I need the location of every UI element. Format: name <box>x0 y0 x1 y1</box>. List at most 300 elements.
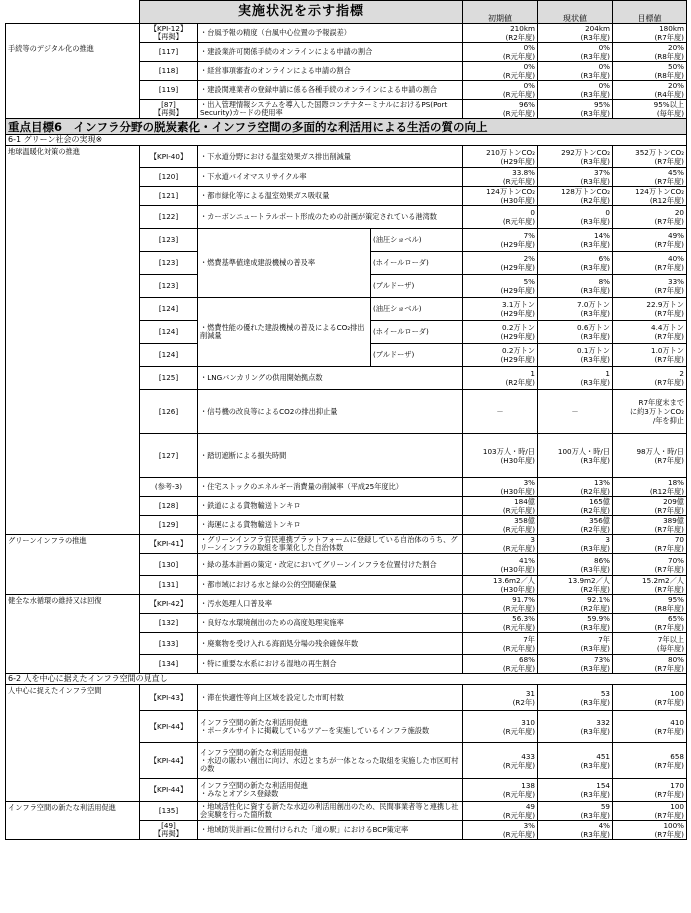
initial-value-line: (H29年度) <box>500 332 535 341</box>
kpi-row <box>6 62 687 81</box>
initial-value <box>463 711 538 743</box>
current-value-line: (R3年度) <box>580 309 610 318</box>
initial-value-line: (H29年度) <box>500 156 535 166</box>
current-value-line: (R3年度) <box>580 564 610 574</box>
initial-value-line: 7年 <box>523 634 535 644</box>
current-value-line: 154 <box>596 781 610 790</box>
initial-value-line: (H30年度) <box>500 455 535 465</box>
target-value-line: 389億 <box>663 516 684 525</box>
initial-value <box>463 187 538 206</box>
target-value-line: (R7年度) <box>654 544 684 553</box>
current-value <box>538 821 613 840</box>
kpi-number-text: [132] <box>158 618 179 627</box>
kpi-number <box>140 100 198 119</box>
target-value-line: (R7年度) <box>654 664 684 673</box>
initial-value-line: (R元年度) <box>502 52 535 61</box>
initial-value-line: 91.7% <box>512 595 535 604</box>
indicator-text: ・都市域における水と緑の公的空間確保量 <box>198 576 463 595</box>
initial-value-line: 5% <box>523 277 535 286</box>
current-value-line: (R3年度) <box>580 286 610 295</box>
current-value-line: 128万トンCO₂ <box>561 187 610 196</box>
target-value-line: 95% <box>668 595 684 604</box>
current-value <box>538 685 613 711</box>
initial-value-line: (R元年度) <box>502 830 535 839</box>
initial-value <box>463 367 538 390</box>
target-value <box>613 614 687 633</box>
initial-value-line: 0% <box>523 43 535 52</box>
kpi-number-text: [135] <box>158 806 179 815</box>
target-value-line: 98万人・時/日 <box>636 446 684 456</box>
initial-value-line: 31 <box>525 688 535 698</box>
initial-value-line: (R元年度) <box>502 643 535 653</box>
current-value-line: (R3年度) <box>580 217 610 226</box>
initial-value <box>463 554 538 576</box>
kpi-number <box>140 516 198 535</box>
policy-group <box>6 100 140 119</box>
kpi-number <box>140 614 198 633</box>
current-value-line: (R3年度) <box>580 263 610 272</box>
kpi-number <box>140 390 198 434</box>
current-value-line: (R3年度) <box>580 332 610 341</box>
current-value-line: (R3年度) <box>580 455 610 465</box>
current-value-line: 0 <box>605 208 610 217</box>
target-value-line: (R7年度) <box>654 506 684 515</box>
initial-value-line: 358億 <box>514 516 535 525</box>
kpi-number-text: [121] <box>158 191 179 200</box>
target-value-line: (R7年度) <box>654 263 684 272</box>
current-value-line: 165億 <box>589 497 610 506</box>
initial-value-line: (R元年度) <box>502 790 535 799</box>
initial-value-line: 3% <box>523 478 535 487</box>
current-value <box>538 229 613 252</box>
current-value-line: 6% <box>598 254 610 263</box>
initial-value-line: (R元年度) <box>502 604 535 613</box>
target-value-line: 15.2m2／人 <box>642 576 684 585</box>
initial-value-line: 0 <box>530 208 535 217</box>
initial-value-line: 1 <box>530 369 535 378</box>
current-value-line: (R3年度) <box>580 811 610 820</box>
target-value <box>613 743 687 779</box>
initial-value <box>463 655 538 674</box>
kpi-row <box>6 100 687 119</box>
target-value-line: (R8年度) <box>654 604 684 613</box>
current-value-line: 204km <box>585 24 610 33</box>
target-value-line: 22.9万トン <box>646 300 684 309</box>
current-value-line: 53 <box>600 688 610 698</box>
kpi-number-text: 【KPI-43】 <box>149 692 188 702</box>
target-value-line: (R7年度) <box>654 564 684 574</box>
target-value-line: 352万トンCO₂ <box>635 147 684 157</box>
target-value-line: R7年度末まで <box>638 398 684 407</box>
kpi-number-text: 【KPI-44】 <box>149 721 188 731</box>
initial-value-line: 433 <box>521 751 535 761</box>
initial-value: － <box>463 390 538 434</box>
kpi-number-text: [124] <box>158 327 179 336</box>
indicator-text: ・燃費基準値達成建設機械の普及率 <box>198 229 371 298</box>
indicator-text: ・緑の基本計画の策定・改定においてグリーンインフラを位置付けた割合 <box>198 554 463 576</box>
target-value <box>613 344 687 367</box>
initial-value-line: 3 <box>530 535 535 544</box>
kpi-number <box>140 344 198 367</box>
target-value <box>613 43 687 62</box>
target-value-line: (R4年度) <box>654 90 684 99</box>
initial-value <box>463 146 538 168</box>
kpi-table <box>5 0 687 840</box>
initial-value <box>463 576 538 595</box>
kpi-number-text: [129] <box>158 520 179 529</box>
current-value-line: 0% <box>598 81 610 90</box>
kpi-number <box>140 81 198 100</box>
current-value-line: (R3年度) <box>580 623 610 632</box>
target-value <box>613 187 687 206</box>
current-value-line: 86% <box>594 555 610 565</box>
current-value <box>538 711 613 743</box>
kpi-number <box>140 802 198 821</box>
initial-value-line: 3% <box>523 821 535 830</box>
indicator-text: インフラ空間の新たな利活用促進 ・水辺の賑わい創出に向け、水辺とまちが一体となった取組を実施した市区町村の数 <box>198 743 463 779</box>
target-value-line: (R7年度) <box>654 790 684 799</box>
kpi-number-text: [49] <box>161 821 176 830</box>
kpi-number <box>140 229 198 252</box>
current-value-line: 100万人・時/日 <box>557 446 610 456</box>
current-value <box>538 516 613 535</box>
current-value-line: 356億 <box>589 516 610 525</box>
indicator-text: ・踏切遮断による損失時間 <box>198 434 463 478</box>
target-value <box>613 100 687 119</box>
current-value-line: (R2年度) <box>580 585 610 594</box>
current-value-line: 14% <box>594 231 610 240</box>
indicator-text: ・カーボンニュートラルポート形成のための計画が策定されている港湾数 <box>198 206 463 229</box>
current-value <box>538 802 613 821</box>
current-value-line: 92.1% <box>587 595 610 604</box>
initial-value-line: (H29年度) <box>500 240 535 249</box>
target-value-line: 49% <box>668 231 684 240</box>
initial-value <box>463 298 538 321</box>
initial-value-line: 210km <box>510 24 535 33</box>
target-value-line: (R7年度) <box>654 355 684 364</box>
target-value-line: (R7年度) <box>654 811 684 820</box>
current-value <box>538 779 613 802</box>
current-value-line: 0% <box>598 62 610 71</box>
target-value-line: 95%以上 <box>653 100 684 109</box>
kpi-number-text: 【KPI-40】 <box>149 151 188 161</box>
target-value-line: 2 <box>679 369 684 378</box>
initial-value <box>463 535 538 554</box>
current-value <box>538 62 613 81</box>
initial-value-line: (R2年) <box>512 697 535 707</box>
initial-value-line: (R元年度) <box>502 664 535 673</box>
current-value-line: (R3年度) <box>580 177 610 186</box>
kpi-number-text: 【KPI-12】 <box>149 24 188 33</box>
initial-value-line: 68% <box>519 655 535 664</box>
target-value-line: 40% <box>668 254 684 263</box>
kpi-number <box>140 478 198 497</box>
kpi-number-text: [124] <box>158 350 179 359</box>
current-value <box>538 298 613 321</box>
indicator-text: ・燃費性能の優れた建設機械の普及によるCO₂排出削減量 <box>198 298 371 367</box>
target-value <box>613 24 687 43</box>
kpi-row <box>6 802 687 821</box>
kpi-row <box>6 24 687 43</box>
target-value <box>613 633 687 655</box>
current-value-line: (R3年度) <box>580 240 610 249</box>
target-value-line: (R7年度) <box>654 156 684 166</box>
indicator-text: ・地域活性化に資する新たな水辺の利活用創出のため、民間事業者等と連携し社会実験を行った箇所数 <box>198 802 463 821</box>
kpi-repost-tag: 【再掲】 <box>154 32 183 41</box>
target-value <box>613 168 687 187</box>
kpi-number-text: [123] <box>158 258 179 267</box>
indicator-text: インフラ空間の新たな利活用促進 ・みなとオアシス登録数 <box>198 779 463 802</box>
kpi-number <box>140 321 198 344</box>
kpi-number-text: 【KPI-44】 <box>149 755 188 765</box>
initial-value-line: 3.1万トン <box>502 300 535 309</box>
current-value <box>538 367 613 390</box>
current-value-line: 13.9m2／人 <box>568 576 610 585</box>
current-value-line: 37% <box>594 168 610 177</box>
initial-value-line: (R元年度) <box>502 71 535 80</box>
target-value <box>613 595 687 614</box>
target-value <box>613 685 687 711</box>
kpi-number-text: [131] <box>158 580 179 589</box>
initial-value <box>463 252 538 275</box>
initial-value <box>463 685 538 711</box>
machine-type: (ブルドーザ) <box>371 275 463 298</box>
initial-value-line: 96% <box>519 100 535 109</box>
current-value-line: 8% <box>598 277 610 286</box>
policy-group <box>6 24 140 43</box>
current-value-line: (R3年度) <box>580 355 610 364</box>
initial-value <box>463 43 538 62</box>
initial-value-line: 13.6m2／人 <box>493 576 535 585</box>
current-value-line: (R3年度) <box>580 643 610 653</box>
current-value-line: 332 <box>596 717 610 727</box>
current-value <box>538 595 613 614</box>
indicator-text: ・海運による貨物輸送トンキロ <box>198 516 463 535</box>
kpi-repost-tag: 【再掲】 <box>154 108 183 117</box>
current-value-line: (R2年度) <box>580 487 610 496</box>
target-value <box>613 367 687 390</box>
target-value-line: 100% <box>663 821 684 830</box>
machine-type: (油圧ショベル) <box>371 298 463 321</box>
target-value-line: 4.4万トン <box>651 323 684 332</box>
initial-value <box>463 229 538 252</box>
initial-value-line: 41% <box>519 555 535 565</box>
kpi-number <box>140 685 198 711</box>
kpi-number-text: [117] <box>158 47 179 56</box>
kpi-row <box>6 535 687 554</box>
target-value-line: 20 <box>674 208 684 217</box>
indicator-text: ・都市緑化等による温室効果ガス吸収量 <box>198 187 463 206</box>
current-value <box>538 655 613 674</box>
target-value-line: (R7年度) <box>654 332 684 341</box>
target-value <box>613 252 687 275</box>
kpi-number <box>140 298 198 321</box>
kpi-number <box>140 62 198 81</box>
section-6-2-row <box>6 674 687 685</box>
target-value-line: 1.0万トン <box>651 346 684 355</box>
initial-value-line: (H30年度) <box>500 196 535 205</box>
current-value <box>538 554 613 576</box>
current-value <box>538 146 613 168</box>
kpi-row <box>6 595 687 614</box>
target-value-line: (R7年度) <box>654 585 684 594</box>
current-value <box>538 187 613 206</box>
policy-group: 健全な水循環の維持又は回復 <box>6 595 140 674</box>
kpi-number-text: [120] <box>158 172 179 181</box>
current-value: － <box>538 390 613 434</box>
initial-value <box>463 62 538 81</box>
goal-6-row <box>6 119 687 135</box>
current-value-line: (R3年度) <box>580 156 610 166</box>
kpi-number <box>140 554 198 576</box>
current-value-line: (R3年度) <box>580 71 610 80</box>
header-target: 目標値 <box>613 1 687 24</box>
kpi-number-text: [126] <box>158 406 179 416</box>
current-value-line: 7年 <box>598 634 610 644</box>
section-6-1-title: 6-1 グリーン社会の実現※ <box>6 135 687 146</box>
target-value <box>613 516 687 535</box>
target-value-line: /年を抑止 <box>652 416 684 425</box>
target-value-line: 33% <box>668 277 684 286</box>
target-value <box>613 497 687 516</box>
current-value-line: 7.0万トン <box>577 300 610 309</box>
kpi-row <box>6 43 687 62</box>
policy-group: 人中心に捉えたインフラ空間 <box>6 685 140 802</box>
initial-value <box>463 100 538 119</box>
current-value-line: (R3年度) <box>580 726 610 736</box>
initial-value-line: (R元年度) <box>502 726 535 736</box>
initial-value-line: (H29年度) <box>500 263 535 272</box>
current-value-line: 1 <box>605 369 610 378</box>
kpi-number <box>140 252 198 275</box>
current-value-line: 95% <box>594 100 610 109</box>
current-value-line: (R3年度) <box>580 33 610 42</box>
current-value-line: 59 <box>600 802 610 811</box>
section-6-2-title: 6-2 人を中心に据えたインフラ空間の見直し <box>6 674 687 685</box>
machine-type: (ブルドーザ) <box>371 344 463 367</box>
kpi-number-text: [123] <box>158 235 179 244</box>
policy-group <box>6 81 140 100</box>
kpi-number-text: [134] <box>158 659 179 668</box>
kpi-number <box>140 595 198 614</box>
target-value-line: (R7年度) <box>654 286 684 295</box>
initial-value-line: (R元年度) <box>502 544 535 553</box>
target-value-line: (R7年度) <box>654 177 684 186</box>
kpi-number <box>140 275 198 298</box>
current-value-line: (R2年度) <box>580 506 610 515</box>
kpi-number-text: 【KPI-41】 <box>149 539 188 548</box>
target-value-line: (R7年度) <box>654 217 684 226</box>
kpi-number-text: [123] <box>158 281 179 290</box>
target-value-line: (R7年度) <box>654 240 684 249</box>
current-value-line: (R3年度) <box>580 109 610 118</box>
indicator-text: ・経営事項審査のオンラインによる申請の割合 <box>198 62 463 81</box>
initial-value-line: (H30年度) <box>500 564 535 574</box>
kpi-number <box>140 367 198 390</box>
kpi-number <box>140 535 198 554</box>
current-value <box>538 478 613 497</box>
current-value-line: 292万トンCO₂ <box>561 147 610 157</box>
indicator-text: ・下水道バイオマスリサイクル率 <box>198 168 463 187</box>
target-value <box>613 655 687 674</box>
target-value <box>613 298 687 321</box>
target-value <box>613 275 687 298</box>
target-value <box>613 779 687 802</box>
indicator-text: ・信号機の改良等によるCO2の排出抑止量 <box>198 390 463 434</box>
kpi-number-text: [87] <box>161 100 176 109</box>
indicator-text: ・建設業許可関係手続のオンラインによる申請の割合 <box>198 43 463 62</box>
initial-value-line: (H30年度) <box>500 487 535 496</box>
current-value-line: 0.6万トン <box>577 323 610 332</box>
initial-value <box>463 168 538 187</box>
initial-value <box>463 614 538 633</box>
kpi-number-text: (参考-3) <box>154 482 183 491</box>
indicator-text: インフラ空間の新たな利活用促進 ・ポータルサイトに掲載しているツアーを実施しているインフラ施設数 <box>198 711 463 743</box>
indicator-text: ・出入管理情報システムを導入した国際コンテナターミナルにおけるPS(Port Security)カードの使用率 <box>198 100 463 119</box>
kpi-number-text: 【KPI-42】 <box>149 599 188 608</box>
target-value <box>613 390 687 434</box>
current-value <box>538 168 613 187</box>
initial-value-line: 138 <box>521 781 535 790</box>
current-value <box>538 576 613 595</box>
current-value <box>538 275 613 298</box>
target-value-line: 658 <box>670 751 684 761</box>
initial-value <box>463 344 538 367</box>
policy-group: 手続等のデジタル化の推進 <box>6 43 140 62</box>
kpi-number-text: [119] <box>158 85 179 94</box>
initial-value-line: (R元年度) <box>502 811 535 820</box>
target-value-line: 80% <box>668 655 684 664</box>
target-value <box>613 554 687 576</box>
target-value-line: 170 <box>670 781 684 790</box>
target-value-line: (R7年度) <box>654 726 684 736</box>
target-value-line: (R7年度) <box>654 309 684 318</box>
initial-value-line: 0.2万トン <box>502 346 535 355</box>
kpi-row <box>6 146 687 168</box>
kpi-number-text: [130] <box>158 559 179 569</box>
current-value-line: 0% <box>598 43 610 52</box>
header-current: 現状値 <box>538 1 613 24</box>
target-value <box>613 434 687 478</box>
current-value <box>538 43 613 62</box>
initial-value <box>463 516 538 535</box>
target-value-line: 124万トンCO₂ <box>635 187 684 196</box>
kpi-number <box>140 497 198 516</box>
current-value-line: (R3年度) <box>580 52 610 61</box>
target-value <box>613 146 687 168</box>
goal-6-title: 重点目標6 インフラ分野の脱炭素化・インフラ空間の多面的な利活用による生活の質の向上 <box>6 119 687 135</box>
initial-value-line: (R元年度) <box>502 525 535 534</box>
current-value-line: (R3年度) <box>580 664 610 673</box>
kpi-number <box>140 779 198 802</box>
kpi-number <box>140 743 198 779</box>
current-value-line: (R3年度) <box>580 697 610 707</box>
machine-type: (ホイールローダ) <box>371 321 463 344</box>
target-value <box>613 229 687 252</box>
policy-group: インフラ空間の新たな利活用促進 <box>6 802 140 840</box>
initial-value <box>463 633 538 655</box>
current-value-line: 13% <box>594 478 610 487</box>
initial-value <box>463 206 538 229</box>
current-value-line: 3 <box>605 535 610 544</box>
indicator-text: ・台風予報の精度（台風中心位置の予報誤差） <box>198 24 463 43</box>
current-value-line: (R3年度) <box>580 760 610 770</box>
target-value-line: に約3万トンCO₂ <box>629 407 684 416</box>
indicator-text: ・鉄道による貨物輸送トンキロ <box>198 497 463 516</box>
current-value <box>538 206 613 229</box>
initial-value-line: (R元年度) <box>502 506 535 515</box>
current-value-line: 59.9% <box>587 614 610 623</box>
